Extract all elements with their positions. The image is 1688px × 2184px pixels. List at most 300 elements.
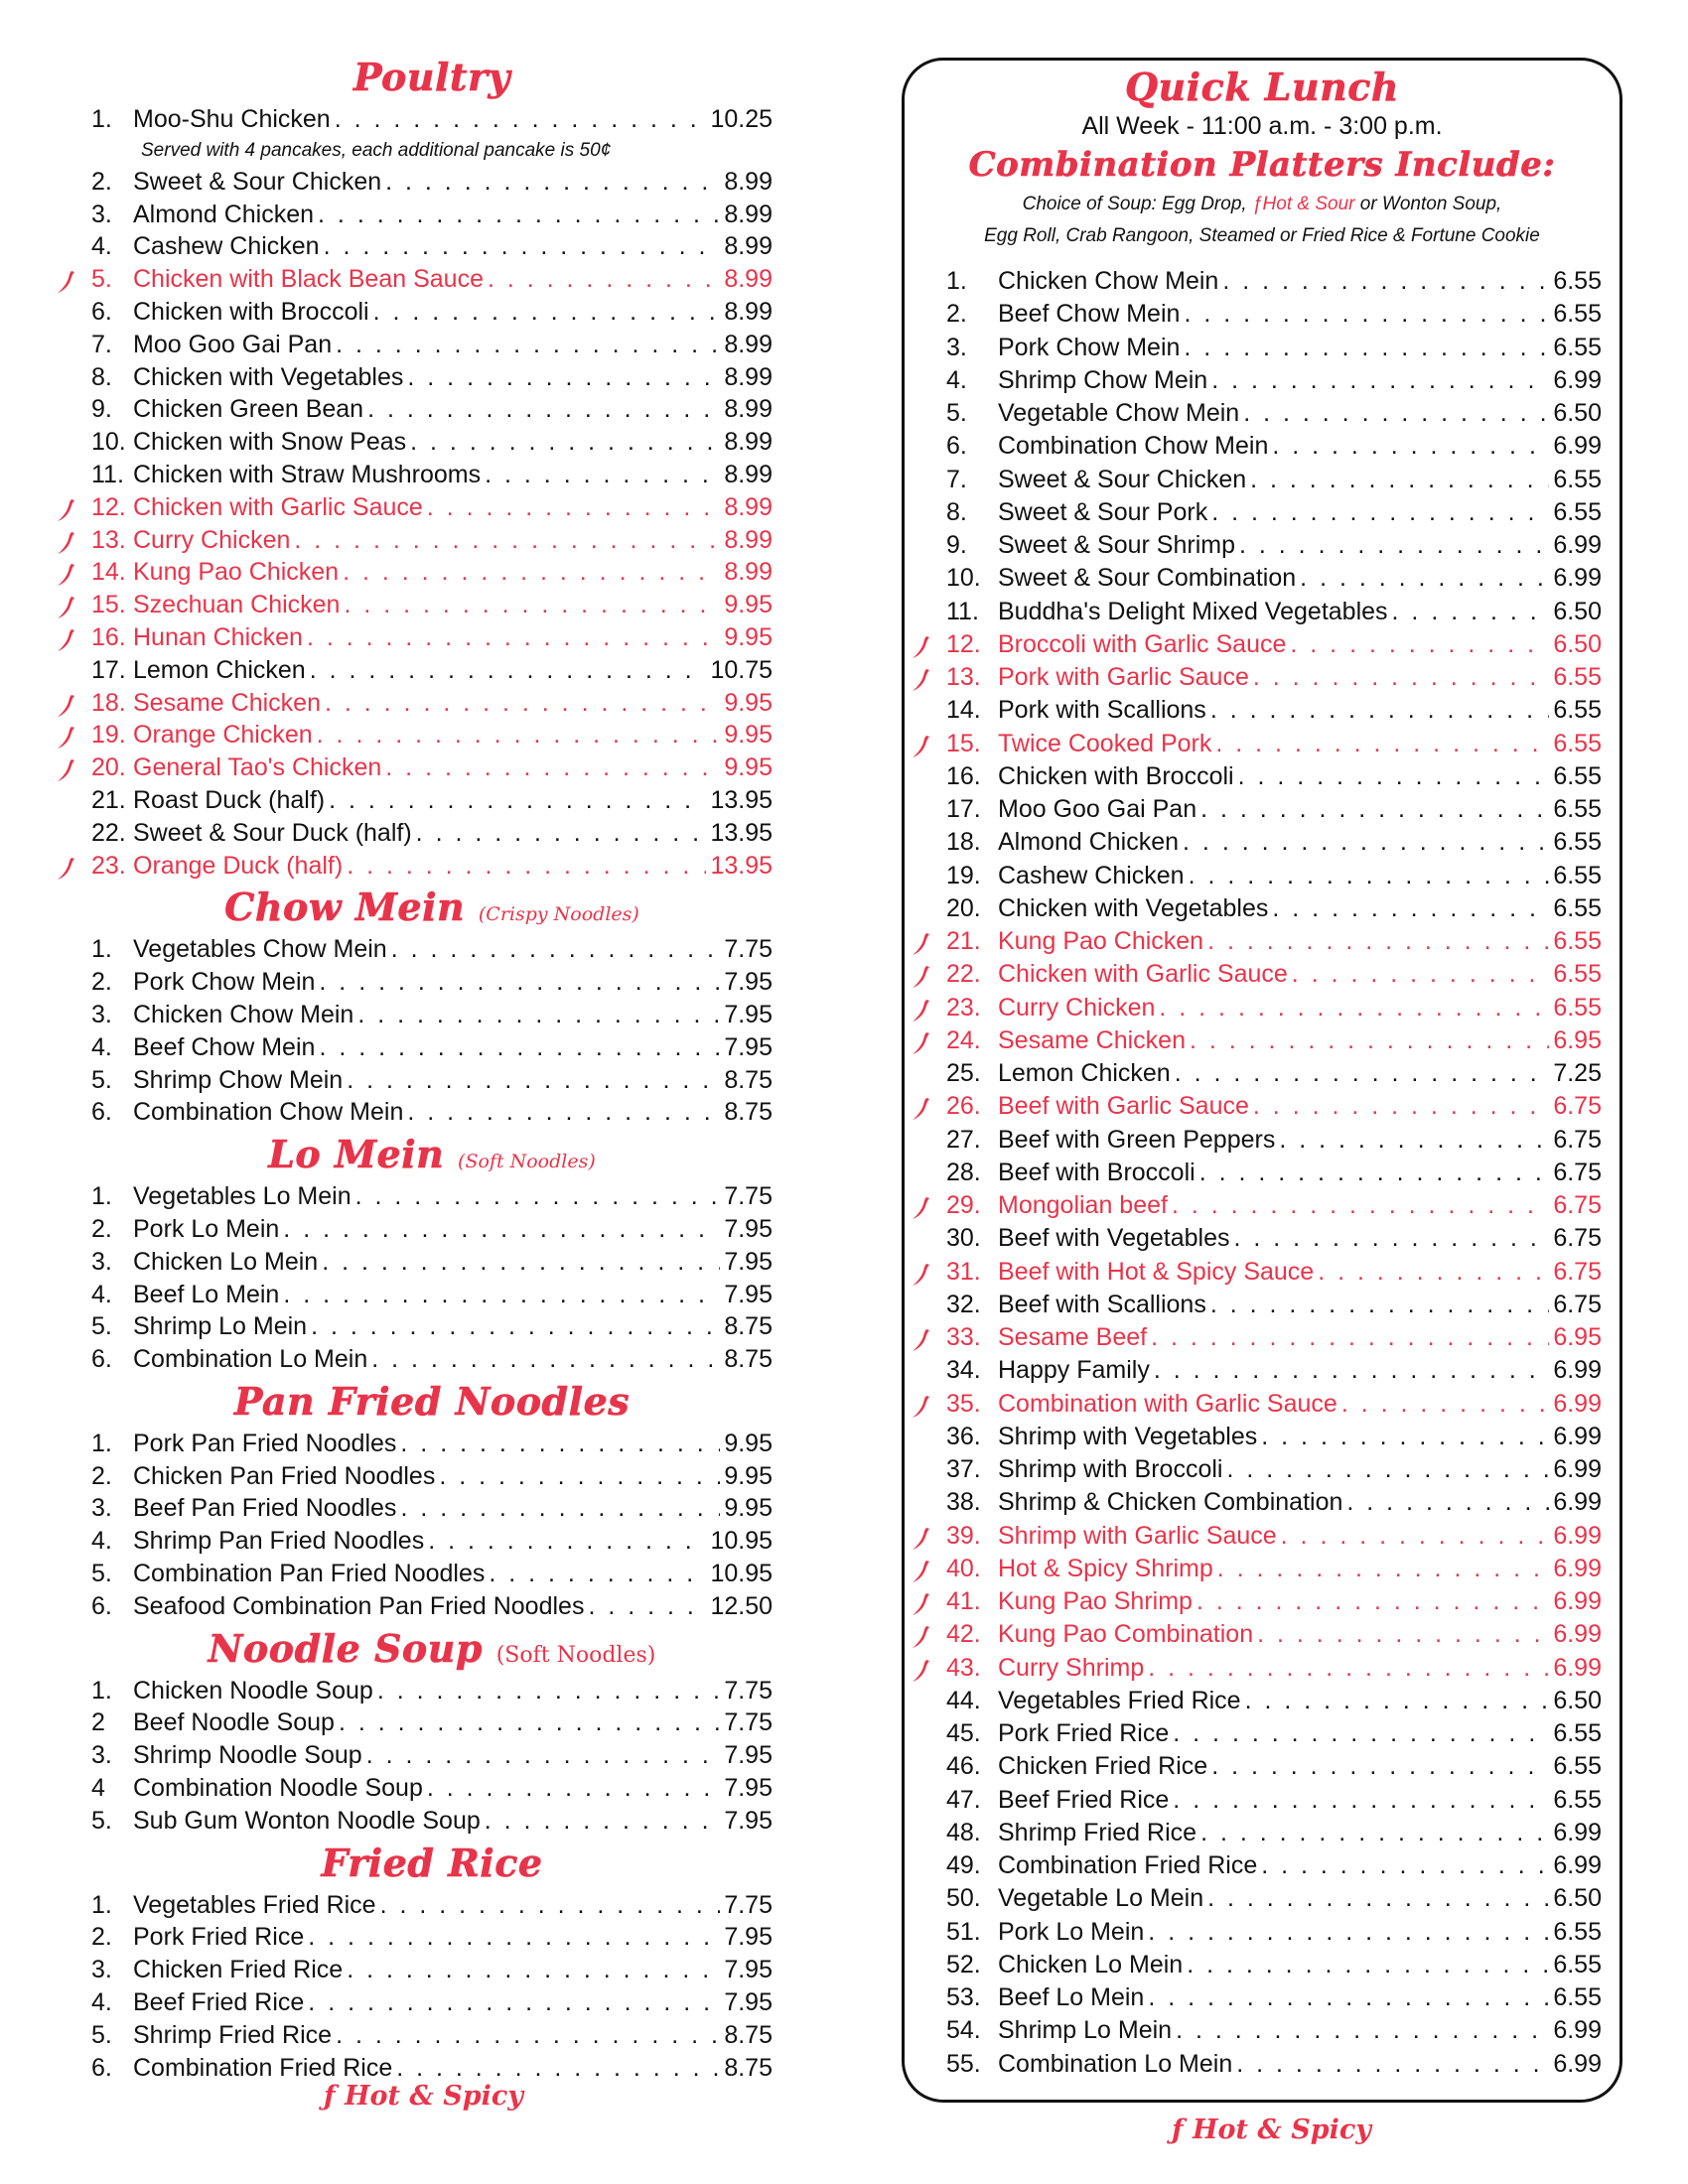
menu-item [91, 1590, 773, 1623]
item-price: 6.55 [1553, 893, 1602, 922]
dot-leader [1148, 1916, 1549, 1949]
item-price: 8.75 [724, 1065, 773, 1094]
menu-item [91, 1246, 773, 1279]
dot-leader [400, 1428, 720, 1460]
item-name: Beef Fried Rice [998, 1785, 1170, 1814]
chili-icon [56, 530, 77, 556]
item-price: 7.75 [724, 1676, 773, 1705]
item-price: 8.99 [724, 265, 773, 294]
fried-rice-list [91, 1889, 773, 2085]
menu-item [946, 397, 1602, 430]
item-price: 6.55 [1553, 927, 1602, 955]
item-name: Pork Pan Fried Noodles [133, 1429, 397, 1457]
item-price: 9.95 [724, 591, 773, 619]
dot-leader [319, 966, 720, 999]
menu-item [946, 1024, 1602, 1057]
item-name: Chicken Lo Mein [998, 1950, 1184, 1979]
item-name: Chicken Fried Rice [998, 1752, 1208, 1781]
item-price: 9.95 [724, 688, 773, 717]
lo-mein-title-text: Lo Mein [268, 1132, 445, 1177]
dot-leader [391, 933, 721, 966]
item-number: 38. [946, 1488, 981, 1517]
item-number: 55. [946, 2049, 981, 2078]
item-price: 6.50 [1553, 597, 1602, 625]
menu-item [946, 1685, 1602, 1717]
noodle-soup-list [91, 1675, 773, 1838]
item-price: 6.55 [1553, 729, 1602, 757]
item-number: 2. [91, 1214, 112, 1243]
item-number: 15. [91, 591, 126, 619]
dot-leader [325, 687, 720, 720]
dot-leader [410, 426, 720, 459]
item-number: 4. [946, 365, 967, 394]
combo-line-1-hot [1252, 194, 1355, 214]
item-number: 8. [91, 362, 112, 391]
chili-icon [56, 627, 77, 653]
item-name: Kung Pao Chicken [133, 558, 340, 587]
dot-leader [427, 1772, 720, 1805]
menu-item [946, 1453, 1602, 1486]
item-name: Beef with Hot & Spicy Sauce [998, 1257, 1315, 1286]
item-name: Chicken with Straw Mushrooms [133, 460, 482, 488]
item-price: 7.25 [1553, 1059, 1602, 1087]
dot-leader [1211, 364, 1549, 397]
dot-leader [1183, 826, 1549, 859]
menu-item [946, 1849, 1602, 1882]
dot-leader [1154, 1354, 1550, 1387]
menu-item [946, 1189, 1602, 1222]
item-number: 1. [91, 1676, 112, 1705]
item-name: Kung Pao Combination [998, 1620, 1254, 1649]
item-price: 6.99 [1553, 1554, 1602, 1582]
noodle-soup-title [91, 1623, 773, 1675]
item-name: Vegetables Lo Mein [133, 1182, 352, 1211]
item-number: 3. [91, 1741, 112, 1770]
item-number: 51. [946, 1917, 981, 1946]
item-price: 6.95 [1553, 1323, 1602, 1351]
chili-icon [56, 856, 77, 882]
item-name: Pork Chow Mein [133, 968, 316, 997]
item-name: Chicken with Garlic Sauce [133, 492, 423, 521]
item-number: 6. [946, 432, 967, 461]
dot-leader [1173, 1717, 1549, 1750]
menu-item [91, 751, 773, 784]
combo-line-1-a: Choice of Soup: Egg Drop, [1022, 194, 1247, 214]
pan-fried-list [91, 1428, 773, 1623]
menu-item [91, 687, 773, 720]
item-name: Sweet & Sour Pork [998, 497, 1208, 526]
dot-leader [1346, 1486, 1549, 1519]
item-price: 7.95 [724, 1806, 773, 1835]
menu-item [91, 1096, 773, 1129]
item-number: 4. [91, 1988, 112, 2017]
item-price: 8.99 [724, 558, 773, 587]
dot-leader [1184, 298, 1549, 331]
menu-item [946, 332, 1602, 364]
item-price: 8.99 [724, 460, 773, 488]
item-name: Chicken with Broccoli [998, 761, 1234, 790]
item-price: 8.99 [724, 362, 773, 391]
item-price: 7.95 [724, 1000, 773, 1028]
dot-leader [1159, 992, 1549, 1024]
item-name: Shrimp Fried Rice [998, 1818, 1197, 1846]
menu-item [946, 826, 1602, 859]
lo-mein-subtitle: (Soft Noodles) [458, 1151, 596, 1173]
item-price: 10.25 [710, 105, 773, 133]
item-price: 7.95 [724, 1280, 773, 1308]
menu-item [91, 1213, 773, 1246]
item-name: Beef Fried Rice [133, 1988, 305, 2017]
menu-item [91, 1921, 773, 1954]
dot-leader [1238, 760, 1550, 793]
item-price: 7.95 [724, 1741, 773, 1770]
item-number: 20. [946, 893, 981, 922]
menu-item [946, 1520, 1602, 1553]
chili-icon [911, 1591, 932, 1617]
item-number: 22. [91, 818, 126, 847]
item-number: 1. [91, 935, 112, 964]
item-number: 17. [91, 655, 126, 684]
dot-leader [347, 1064, 720, 1097]
dot-leader [336, 2019, 720, 2052]
legend-left [324, 2081, 523, 2112]
item-name: Sesame Chicken [133, 688, 321, 717]
menu-item [91, 589, 773, 621]
quick-lunch-box [902, 58, 1622, 2103]
menu-item [946, 1585, 1602, 1618]
item-price: 7.95 [724, 1988, 773, 2017]
item-name: Shrimp Lo Mein [998, 2016, 1173, 2045]
item-number: 3. [91, 1247, 112, 1276]
dot-leader [1279, 1124, 1549, 1157]
combo-line-1 [905, 188, 1619, 221]
item-name: Cashew Chicken [998, 861, 1185, 889]
item-number: 22. [946, 960, 981, 989]
item-name: Combination Lo Mein [133, 1345, 368, 1374]
item-name: Shrimp Pan Fried Noodles [133, 1527, 425, 1556]
menu-item [91, 719, 773, 751]
item-price: 6.75 [1553, 1125, 1602, 1154]
dot-leader [1341, 1388, 1550, 1421]
item-name: Moo Goo Gai Pan [133, 330, 333, 358]
left-column [91, 0, 773, 2084]
item-name: Twice Cooked Pork [998, 729, 1212, 757]
item-number: 14. [946, 696, 981, 725]
menu-item [946, 628, 1602, 661]
item-number: 6. [91, 1591, 112, 1620]
item-name: Hunan Chicken [133, 622, 303, 651]
item-number: 13. [946, 663, 981, 691]
item-number: 43. [946, 1653, 981, 1682]
item-number: 3. [91, 1494, 112, 1523]
menu-item [91, 621, 773, 654]
item-price: 6.55 [1553, 861, 1602, 889]
menu-item [91, 1675, 773, 1707]
item-price: 6.99 [1553, 1455, 1602, 1483]
item-name: Chicken with Black Bean Sauce [133, 265, 484, 294]
item-price: 6.55 [1553, 1917, 1602, 1946]
menu-item [946, 1157, 1602, 1189]
chow-mein-list [91, 933, 773, 1129]
menu-item [946, 1553, 1602, 1585]
menu-item [946, 1124, 1602, 1157]
combo-title: Combination Platters Include: [968, 145, 1556, 185]
item-number: 8. [946, 497, 967, 526]
item-number: 4. [91, 232, 112, 261]
chow-mein-subtitle: (Crispy Noodles) [478, 903, 639, 926]
item-price: 10.95 [710, 1560, 773, 1588]
item-name: Chicken with Broccoli [133, 297, 369, 326]
item-name: Beef Noodle Soup [133, 1708, 335, 1737]
item-number: 14. [91, 558, 126, 587]
menu-item [946, 1618, 1602, 1651]
item-number: 32. [946, 1290, 981, 1318]
dot-leader [1189, 860, 1550, 892]
dot-leader [1211, 1750, 1549, 1783]
item-name: Sweet & Sour Chicken [998, 465, 1247, 493]
menu-item [946, 1354, 1602, 1387]
item-price: 6.99 [1553, 432, 1602, 461]
item-name: Beef Chow Mein [133, 1032, 316, 1061]
item-number: 5. [91, 2020, 112, 2049]
item-price: 6.75 [1553, 1290, 1602, 1318]
dot-leader [339, 1706, 720, 1739]
item-price: 6.99 [1553, 2049, 1602, 2078]
item-number: 5. [91, 1065, 112, 1094]
item-number: 35. [946, 1389, 981, 1418]
menu-item [946, 430, 1602, 463]
combo-line-2: Egg Roll, Crab Rangoon, Steamed or Fried Rice & Fortune Cookie [984, 225, 1540, 246]
dot-leader [1236, 2048, 1549, 2081]
item-price: 6.55 [1553, 1719, 1602, 1747]
item-name: Cashew Chicken [133, 232, 320, 261]
item-number: 50. [946, 1884, 981, 1913]
item-name: Lemon Chicken [133, 655, 306, 684]
item-number: 29. [946, 1191, 981, 1219]
menu-item [946, 1222, 1602, 1255]
item-name: Sub Gum Wonton Noodle Soup [133, 1806, 481, 1835]
dot-leader [1290, 628, 1549, 661]
dot-leader [347, 850, 706, 883]
chili-icon [911, 1030, 932, 1056]
item-name: Shrimp with Broccoli [998, 1455, 1223, 1483]
menu-item [946, 860, 1602, 892]
dot-leader [1207, 925, 1549, 958]
dot-leader [439, 1460, 720, 1493]
item-number: 20. [91, 753, 126, 782]
item-price: 8.99 [724, 200, 773, 228]
item-number: 46. [946, 1752, 981, 1781]
item-number: 2. [946, 300, 967, 329]
dot-leader [347, 1954, 720, 1986]
dot-leader [385, 166, 720, 199]
item-number: 1. [91, 1429, 112, 1457]
dot-leader [355, 1180, 721, 1213]
chili-icon [56, 595, 77, 620]
menu-item [946, 1289, 1602, 1321]
menu-item [946, 2014, 1602, 2047]
item-number: 4. [91, 1280, 112, 1308]
item-name: Lemon Chicken [998, 1059, 1171, 1087]
item-number: 1. [91, 1182, 112, 1211]
item-price: 8.99 [724, 492, 773, 521]
item-price: 7.95 [724, 1247, 773, 1276]
item-number: 10. [91, 428, 126, 457]
item-number: 47. [946, 1785, 981, 1814]
item-number: 21. [91, 785, 126, 814]
item-number: 27. [946, 1125, 981, 1154]
dot-leader [308, 1986, 720, 2019]
menu-item [91, 556, 773, 589]
item-name: Combination Lo Mein [998, 2049, 1233, 2078]
item-number: 2. [91, 1923, 112, 1952]
item-price: 9.95 [724, 1429, 773, 1457]
chili-icon [911, 998, 932, 1024]
menu-item [946, 661, 1602, 694]
item-price: 6.75 [1553, 1191, 1602, 1219]
item-price: 6.55 [1553, 267, 1602, 295]
dot-leader [1261, 1421, 1549, 1453]
item-name: Szechuan Chicken [133, 591, 341, 619]
item-number: 4. [91, 1032, 112, 1061]
item-name: Moo-Shu Chicken [133, 105, 331, 133]
item-price: 7.95 [724, 968, 773, 997]
dot-leader [485, 1805, 721, 1838]
item-number: 11. [91, 460, 124, 488]
menu-item [91, 1279, 773, 1311]
item-price: 6.50 [1553, 399, 1602, 427]
menu-item [946, 958, 1602, 991]
item-price: 13.95 [710, 818, 773, 847]
item-name: Chicken Chow Mein [133, 1000, 354, 1028]
menu-item [946, 1388, 1602, 1421]
chili-icon [56, 497, 77, 523]
item-name: Pork Fried Rice [133, 1923, 305, 1952]
item-price: 8.99 [724, 395, 773, 424]
item-name: Sweet & Sour Shrimp [998, 531, 1235, 559]
item-price: 6.75 [1553, 1158, 1602, 1186]
menu-item [946, 1916, 1602, 1949]
dot-leader [317, 719, 721, 751]
item-name: Combination Chow Mein [998, 432, 1269, 461]
item-name: Shrimp Chow Mein [133, 1065, 344, 1094]
menu-item [91, 1343, 773, 1376]
dot-leader [329, 784, 706, 817]
chili-icon [911, 1195, 932, 1221]
dot-leader [1175, 1057, 1550, 1090]
item-number: 4 [91, 1774, 105, 1803]
item-name: Sweet & Sour Duck (half) [133, 818, 412, 847]
item-price: 9.95 [724, 622, 773, 651]
dot-leader [311, 1310, 720, 1343]
item-name: Beef Lo Mein [998, 1983, 1145, 2011]
dot-leader [335, 103, 707, 136]
legend-right [1172, 2115, 1371, 2145]
item-price: 13.95 [710, 785, 773, 814]
item-number: 6. [91, 297, 112, 326]
menu-item [946, 562, 1602, 595]
item-price: 6.99 [1553, 1653, 1602, 1682]
item-price: 10.95 [710, 1527, 773, 1556]
item-price: 9.95 [724, 753, 773, 782]
item-price: 8.75 [724, 1312, 773, 1341]
item-number: 5. [91, 1806, 112, 1835]
chili-icon [56, 757, 77, 783]
menu-item [91, 1310, 773, 1343]
menu-item [946, 265, 1602, 298]
item-price: 6.55 [1553, 1752, 1602, 1781]
menu-item [946, 1882, 1602, 1915]
dot-leader [407, 361, 720, 394]
chili-icon: ƒ [1172, 2115, 1184, 2145]
dot-leader [1148, 1652, 1549, 1685]
chili-icon [911, 734, 932, 759]
dot-leader [1243, 397, 1549, 430]
item-number: 40. [946, 1554, 981, 1582]
menu-item [946, 925, 1602, 958]
menu-item [91, 361, 773, 394]
item-number: 52. [946, 1950, 981, 1979]
menu-item [946, 1321, 1602, 1354]
chow-mein-title-text: Chow Mein [224, 885, 466, 930]
chili-icon [911, 1262, 932, 1288]
item-price: 6.55 [1553, 960, 1602, 989]
item-name: Vegetables Chow Mein [133, 935, 387, 964]
item-number: 5. [91, 1312, 112, 1341]
legend-label: Hot & Spicy [345, 2081, 523, 2112]
item-number: 49. [946, 1851, 981, 1879]
item-name: Moo Goo Gai Pan [998, 795, 1197, 823]
noodle-soup-subtitle: (Soft Noodles) [495, 1642, 656, 1668]
item-name: Chicken Noodle Soup [133, 1676, 373, 1705]
dot-leader [1207, 1882, 1549, 1915]
item-price: 8.99 [724, 330, 773, 358]
item-name: Orange Duck (half) [133, 851, 344, 880]
menu-item [91, 166, 773, 199]
item-price: 6.55 [1553, 465, 1602, 493]
item-number: 4. [91, 1527, 112, 1556]
dot-leader [1239, 529, 1549, 562]
item-name: Chicken Chow Mein [998, 267, 1219, 295]
menu-item [946, 1717, 1602, 1750]
item-name: Mongolian beef [998, 1191, 1168, 1219]
menu-item [91, 1031, 773, 1064]
item-number: 39. [946, 1521, 981, 1550]
dot-leader [336, 329, 720, 361]
item-name: Hot & Spicy Shrimp [998, 1554, 1213, 1582]
item-price: 6.55 [1553, 828, 1602, 857]
item-name: Vegetable Chow Mein [998, 399, 1240, 427]
dot-leader [371, 1343, 720, 1376]
item-name: Pork with Scallions [998, 696, 1206, 725]
dot-leader [416, 817, 707, 850]
poultry-note: Served with 4 pancakes, each additional pancake is 50¢ [141, 139, 612, 161]
item-number: 6. [91, 2053, 112, 2082]
menu-item [91, 1460, 773, 1493]
item-name: Sweet & Sour Combination [998, 564, 1297, 593]
item-name: Curry Shrimp [998, 1653, 1145, 1682]
menu-item [91, 1739, 773, 1772]
item-price: 6.99 [1553, 1356, 1602, 1385]
menu-item [946, 793, 1602, 826]
item-price: 6.55 [1553, 1785, 1602, 1814]
dot-leader [1184, 332, 1549, 364]
item-price: 7.75 [724, 935, 773, 964]
item-name: Beef with Broccoli [998, 1158, 1196, 1186]
item-price: 9.95 [724, 1461, 773, 1490]
dot-leader [1215, 728, 1549, 760]
item-number: 34. [946, 1356, 981, 1385]
